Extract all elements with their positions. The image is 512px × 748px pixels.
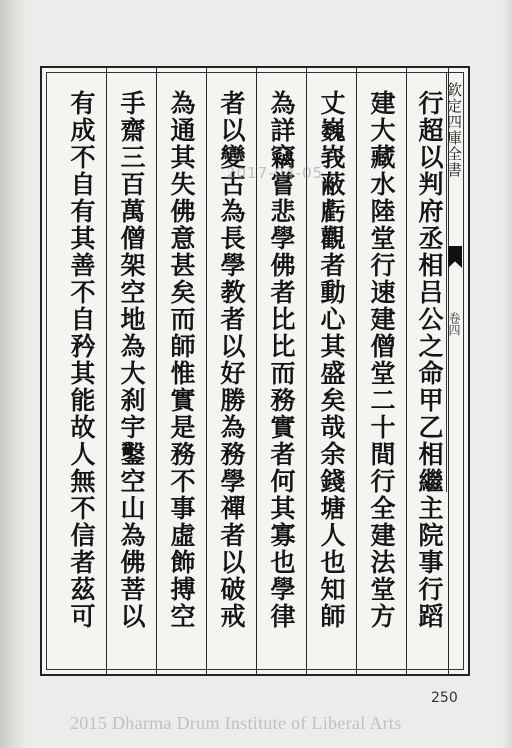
text-column-6: 為通其失佛意甚矣而師惟實是務不事虛飾搏空 xyxy=(167,90,196,630)
text-column-3: 丈巍峩蔽虧觀者動心其盛矣哉余錢塘人也知師 xyxy=(317,90,346,630)
margin-juan-label: 卷四 xyxy=(447,312,461,336)
text-frame xyxy=(40,66,470,676)
text-column-7: 手齋三百萬僧架空地為大刹宇鑿空山為佛菩以 xyxy=(117,90,146,630)
text-column-8: 有成不自有其善不自矜其能故人無不信者茲可 xyxy=(67,90,96,630)
page-gutter-shadow xyxy=(0,0,28,748)
text-column-4: 為詳竊嘗悲學佛者比比而務實者何其寡也學律 xyxy=(267,90,296,630)
text-frame-inner xyxy=(46,72,464,670)
page-number: 250 xyxy=(431,690,458,706)
text-column-2: 建大藏水陸堂行速建僧堂二十間行全建法堂方 xyxy=(367,90,396,630)
text-column-5: 者以變古為長學教者以好勝為務學禪者以破戒 xyxy=(217,90,246,630)
column-rule xyxy=(406,68,407,674)
page-edge xyxy=(502,0,512,748)
column-rule xyxy=(106,68,107,674)
text-column-1: 行超以判府丞相吕公之命甲乙相繼主院事行蹈 xyxy=(415,90,444,630)
watermark: 2015 Dharma Drum Institute of Liberal Arts xyxy=(70,713,402,733)
margin-title: 欽定四庫全書 xyxy=(445,82,463,178)
date-stamp: 2017-04-05 xyxy=(226,164,324,182)
column-rule xyxy=(256,68,257,674)
column-rule xyxy=(356,68,357,674)
column-rule xyxy=(156,68,157,674)
column-rule xyxy=(306,68,307,674)
column-rule xyxy=(206,68,207,674)
